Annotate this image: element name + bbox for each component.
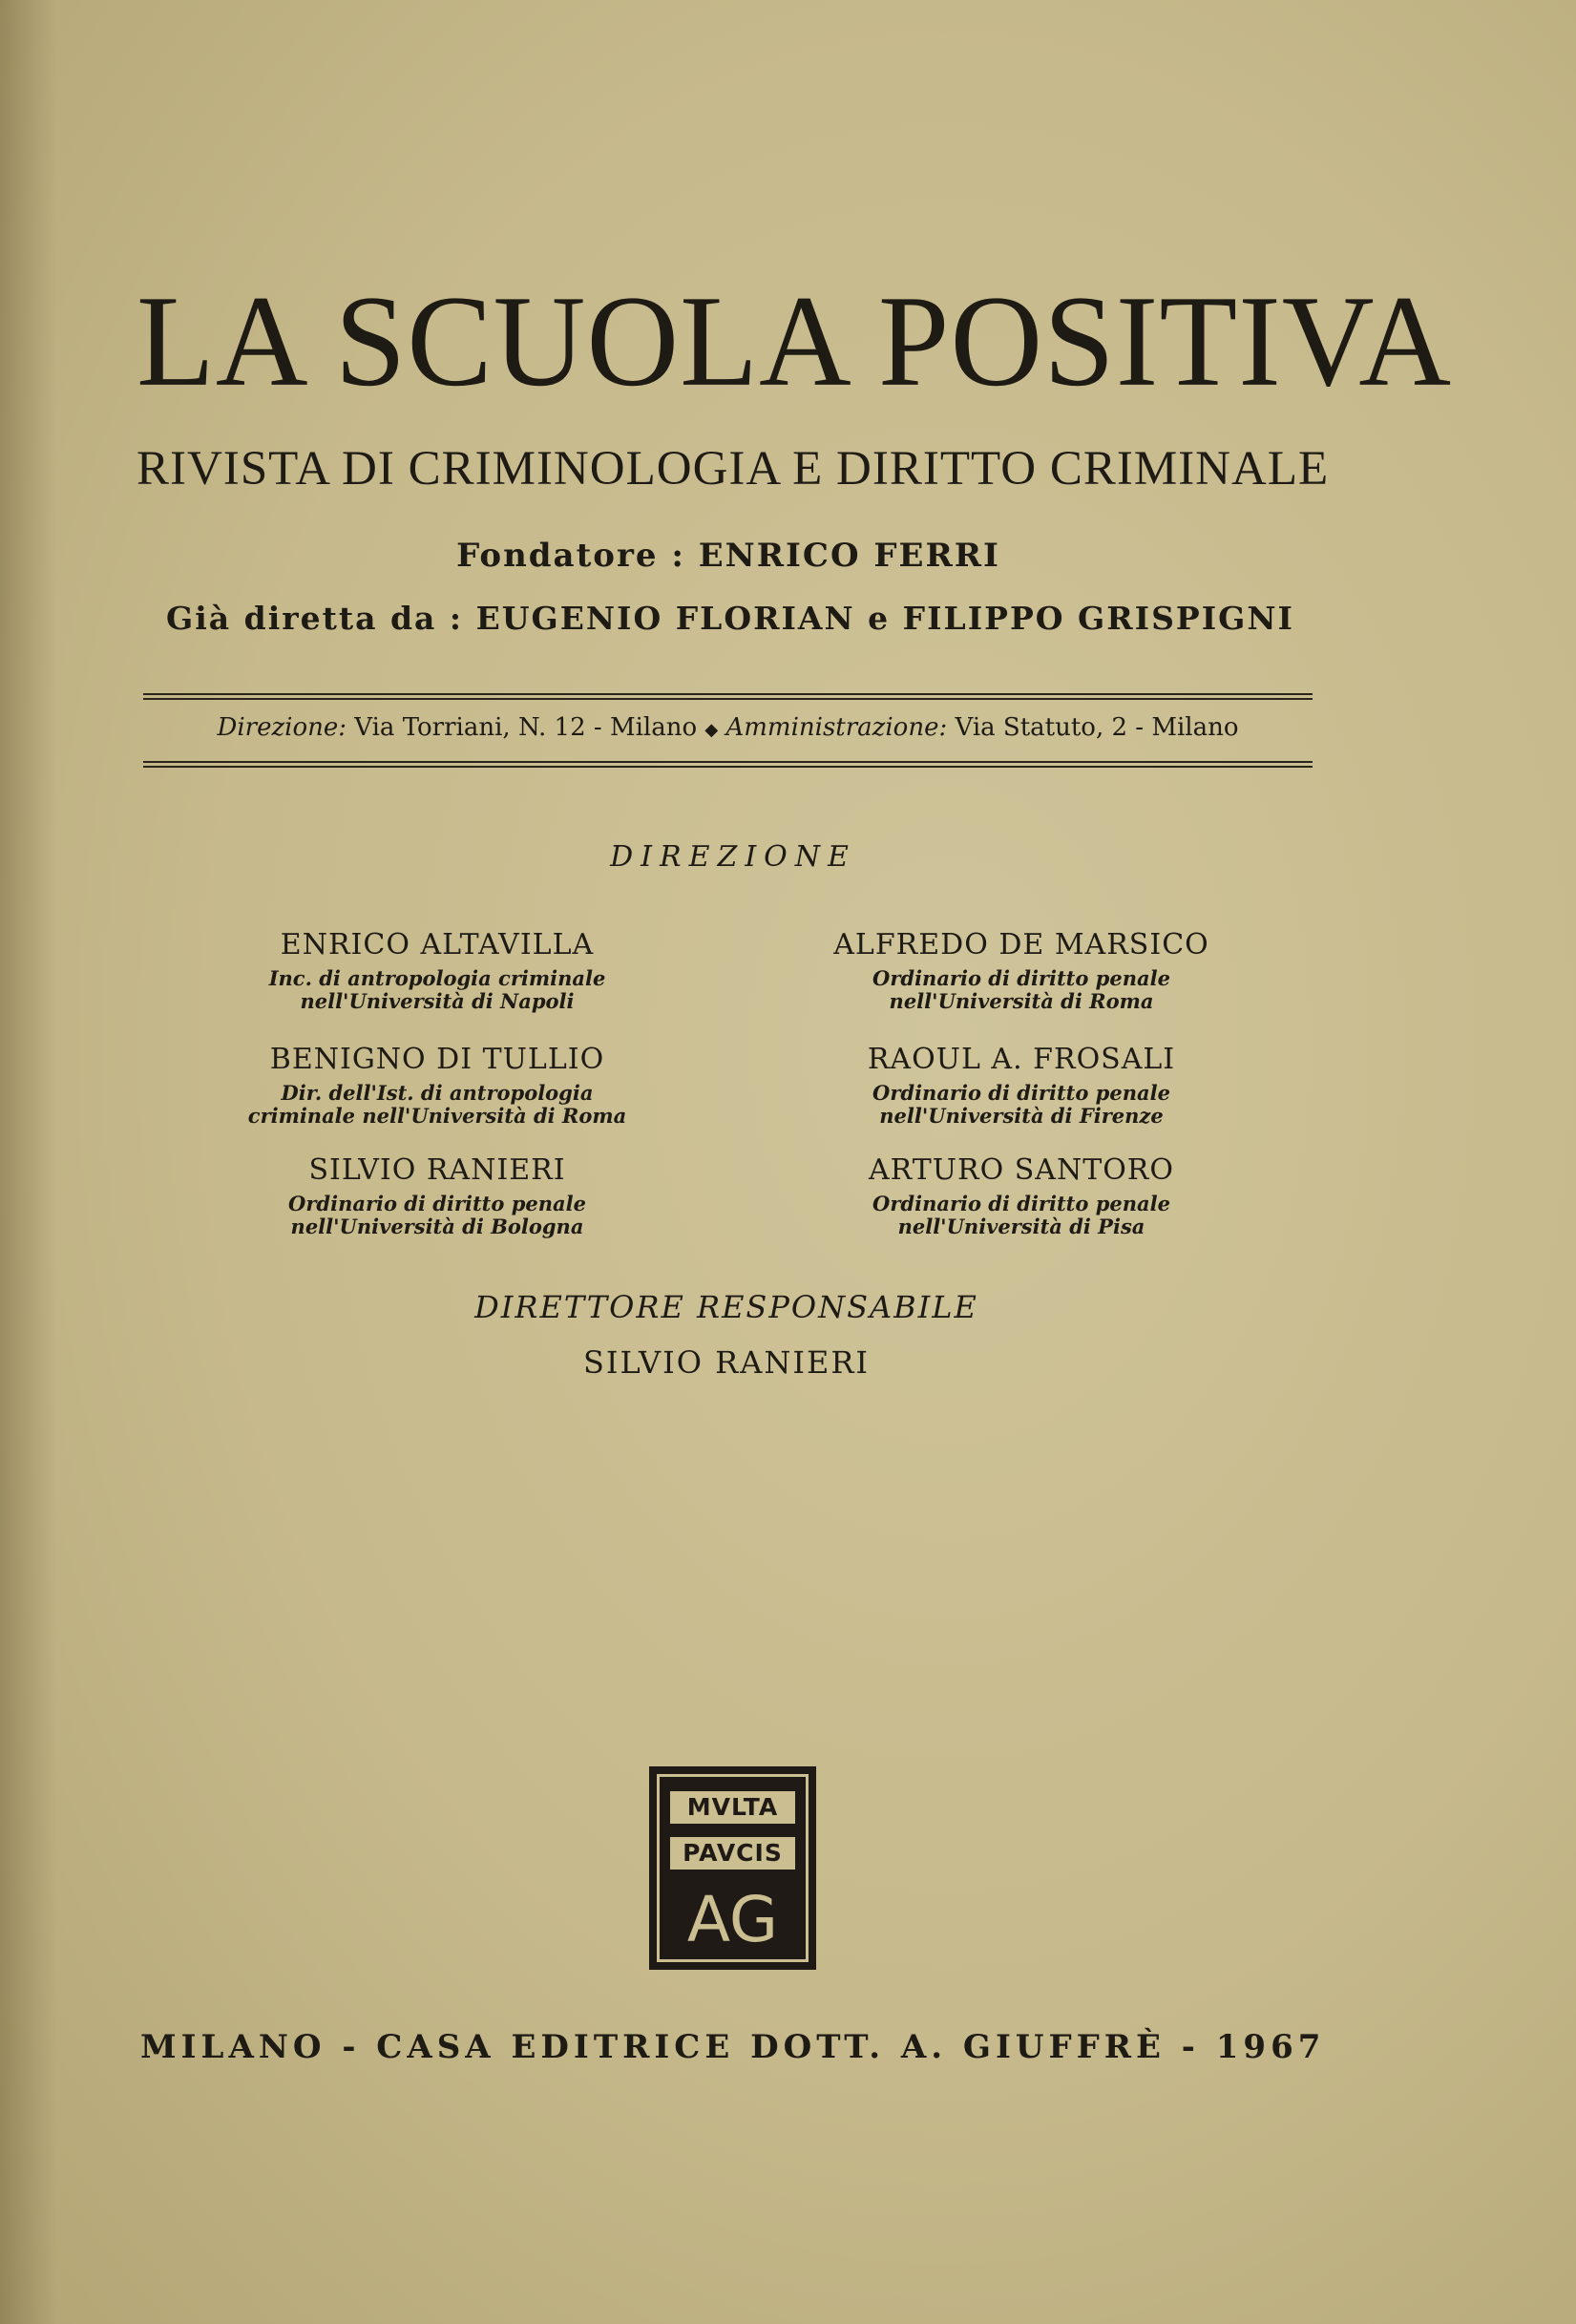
board-member (288, 1153, 586, 1238)
member-role: nell'Università di Roma (889, 989, 1154, 1013)
member-name: ENRICO ALTAVILLA (280, 928, 595, 961)
board-heading: DIREZIONE (610, 840, 856, 874)
member-role: Inc. di antropologia criminale (268, 966, 606, 990)
member-role: Dir. dell'Ist. di antropologia (281, 1081, 594, 1105)
member-name: RAOUL A. FROSALI (867, 1043, 1176, 1076)
member-role: nell'Università di Firenze (879, 1104, 1164, 1128)
logo-text-1: MVLTA (670, 1791, 795, 1824)
board-member (833, 928, 1208, 1013)
member-name: ALFREDO DE MARSICO (833, 928, 1209, 961)
member-role: Ordinario di diritto penale (872, 1192, 1170, 1215)
member-role: Ordinario di diritto penale (872, 1081, 1170, 1105)
founder-line: Fondatore : ENRICO FERRI (456, 537, 1000, 575)
board-member (269, 928, 606, 1013)
imprint-line: MILANO - CASA EDITRICE DOTT. A. GIUFFRÈ - 1967 (140, 2028, 1326, 2066)
board-member (869, 1153, 1174, 1238)
direzione-address: Via Torriani, N. 12 - Milano (354, 713, 698, 742)
member-name: ARTURO SANTORO (869, 1153, 1174, 1187)
direzione-label: Direzione: (217, 713, 347, 742)
member-role: nell'Università di Bologna (290, 1215, 584, 1238)
member-role: nell'Università di Pisa (897, 1215, 1145, 1238)
member-role: criminale nell'Università di Roma (247, 1104, 627, 1128)
member-role: Ordinario di diritto penale (872, 966, 1170, 990)
board-member (248, 1043, 626, 1128)
member-role: nell'Università di Napoli (300, 989, 575, 1013)
address-line (143, 713, 1313, 742)
journal-subtitle: RIVISTA DI CRIMINOLOGIA E DIRITTO CRIMINALE (137, 442, 1330, 496)
responsible-director-label: DIRETTORE RESPONSABILE (474, 1289, 978, 1325)
journal-title: LA SCUOLA POSITIVA (137, 268, 1453, 413)
member-role: Ordinario di diritto penale (288, 1192, 586, 1215)
member-name: BENIGNO DI TULLIO (269, 1043, 605, 1076)
amministrazione-address: Via Statuto, 2 - Milano (955, 713, 1239, 742)
divider-bottom (143, 761, 1313, 768)
amministrazione-label: Amministrazione: (725, 713, 948, 742)
member-name: SILVIO RANIERI (308, 1153, 566, 1187)
logo-monogram: AG (686, 1883, 779, 1956)
page-shadow (0, 0, 57, 2324)
board-member (868, 1043, 1175, 1128)
separator-icon: ◆ (704, 720, 719, 740)
responsible-director-name: SILVIO RANIERI (582, 1344, 871, 1381)
divider-top (143, 693, 1313, 700)
directed-by-line: Già diretta da : EUGENIO FLORIAN e FILIPPO GRISPIGNI (166, 600, 1294, 637)
publisher-logo (649, 1766, 816, 1970)
logo-text-2: PAVCIS (670, 1837, 795, 1870)
